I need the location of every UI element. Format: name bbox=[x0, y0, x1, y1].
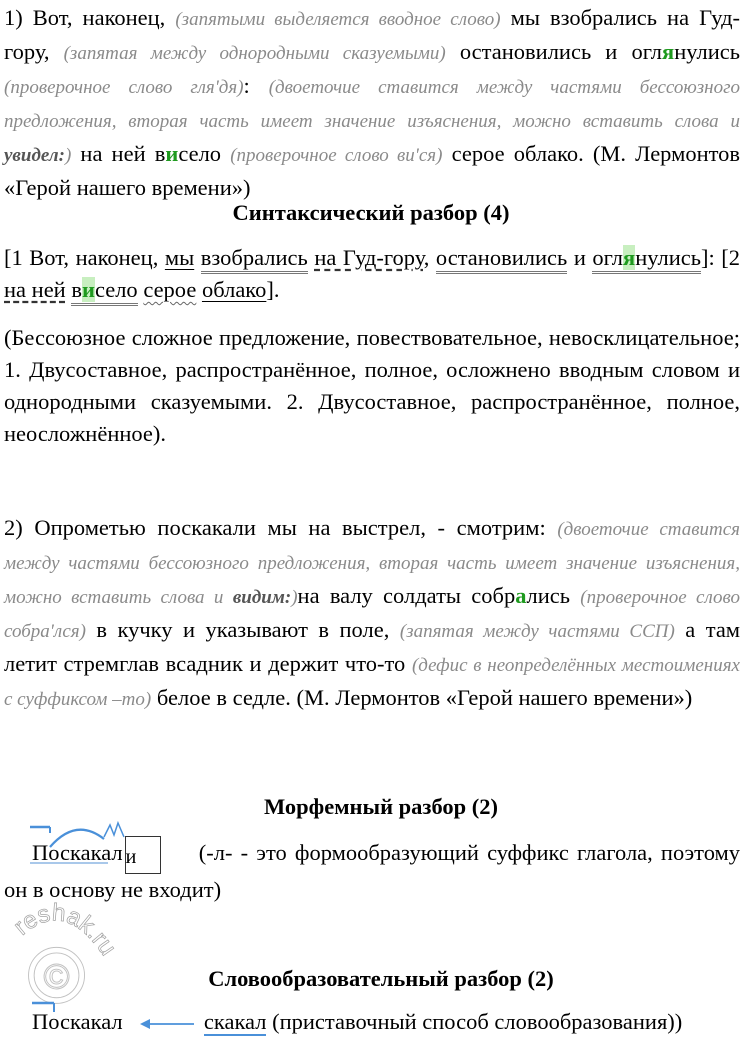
spelling-note: (дефис в неопределённых местоимениях с суффиксом –то) bbox=[4, 655, 740, 710]
prefix-mark-icon bbox=[30, 1000, 60, 1014]
syntax-heading: Синтаксический разбор (4) bbox=[232, 200, 510, 225]
morpheme-comment: (-л- - это формообразующий суффикс глагола, поэтому он в основу не входит) bbox=[4, 840, 741, 902]
punctuation-note: (запятая между однородными сказуемыми) bbox=[63, 43, 446, 64]
word-formation-parse bbox=[4, 1006, 740, 1038]
circumstance-word: на ней bbox=[4, 277, 66, 302]
highlighted-vowel: и bbox=[165, 141, 179, 166]
spelling-note: (проверочное слово гля'дя) bbox=[4, 77, 244, 98]
word-formation-heading: Словообразовательный разбор (2) bbox=[208, 966, 554, 991]
sentence-text: в кучку и указывают в поле, bbox=[96, 617, 390, 642]
subject-word: облако bbox=[201, 277, 267, 302]
sentence-text: село bbox=[178, 141, 222, 166]
sentence-text: а там летит стремглав всадник и держит что-то bbox=[4, 617, 741, 676]
circumstance-word: на Гуд-гору bbox=[314, 245, 424, 270]
sentence-text: серое облако. (М. Лермонтов «Герой нашего времени») bbox=[4, 141, 741, 200]
predicate-word: оглянулись bbox=[592, 245, 701, 274]
task-1-paragraph bbox=[4, 2, 740, 204]
morpheme-word: Поскакал bbox=[32, 837, 123, 869]
spelling-note: (проверочное слово собра'лся) bbox=[4, 587, 741, 642]
sentence-text: на ней в bbox=[80, 141, 166, 166]
spelling-note: (проверочное слово ви'ся) bbox=[230, 145, 443, 166]
highlighted-vowel: я bbox=[662, 39, 675, 64]
highlighted-vowel: а bbox=[515, 583, 527, 608]
bracket: ]: [2 bbox=[701, 245, 741, 270]
punctuation-note: (запятыми выделяется вводное слово) bbox=[175, 9, 501, 30]
syntax-parse: [1 Вот, наконец, мы взобрались на Гуд-гору, остановились и оглянулись]: [2 на ней висело серое облако]. bbox=[4, 242, 740, 306]
punctuation-note: (двоеточие ставится между частями бессоюзного предложения, вторая часть имеет значение изъяснения, можно вставить слова и видим:) bbox=[4, 519, 740, 608]
highlighted-vowel: и bbox=[81, 277, 95, 302]
svg-text:©: © bbox=[43, 956, 70, 997]
syntax-description: (Бессоюзное сложное предложение, повествовательное, невосклицательное; 1. Двусоставное, распространённое, полное, осложнено вводным словом и однородными сказуемыми. 2. Двусоставное, распространённое, полное, неосложнённое). bbox=[4, 325, 740, 446]
word-formation-comment: (приставочный способ словообразования)) bbox=[272, 1009, 683, 1034]
predicate-word: висело bbox=[71, 277, 137, 306]
inserted-word: увидел: bbox=[4, 145, 65, 166]
parse-word: Вот, наконец, bbox=[29, 245, 159, 270]
punctuation-note: (двоеточие ставится между частями бессоюзного предложения, вторая часть имеет значение изъяснения, можно вставить слова и увидел:) bbox=[4, 77, 741, 166]
sentence-text: нулись bbox=[674, 39, 741, 64]
task-number: 1) bbox=[4, 5, 23, 30]
morpheme-heading: Морфемный разбор (2) bbox=[263, 794, 499, 819]
sentence-text: Вот, наконец, bbox=[32, 5, 166, 30]
predicate-word: остановились bbox=[436, 245, 567, 274]
sentence-text: остановились и огл bbox=[459, 39, 663, 64]
morpheme-marks-icon bbox=[28, 819, 138, 867]
base-word: скакал bbox=[203, 1009, 267, 1034]
sentence-text: лись bbox=[526, 583, 570, 608]
derived-word: Поскакал bbox=[32, 1006, 123, 1038]
arrow-left-icon bbox=[140, 1017, 196, 1031]
punctuation-note: (запятая между частями ССП) bbox=[399, 621, 675, 642]
svg-text:reshak.ru: reshak.ru bbox=[8, 899, 122, 961]
task-2-paragraph bbox=[4, 512, 740, 716]
inserted-word: видим: bbox=[232, 587, 292, 608]
sentence-text: белое в седле. (М. Лермонтов «Герой нашего времени») bbox=[156, 685, 693, 710]
ending-box: и bbox=[125, 836, 161, 874]
parse-word: и bbox=[573, 245, 586, 270]
bracket: ]. bbox=[266, 277, 280, 302]
attribute-word: серое bbox=[143, 277, 197, 302]
sentence-text: 2) Опрометью поскакали мы на выстрел, - смотрим: bbox=[4, 515, 546, 540]
predicate-word: взобрались bbox=[201, 245, 308, 274]
sentence-text: мы взобрались на Гуд-гору, bbox=[4, 5, 741, 64]
subject-word: мы bbox=[164, 245, 195, 270]
highlighted-vowel: я bbox=[623, 245, 636, 270]
bracket: [1 bbox=[4, 245, 23, 270]
sentence-text: на валу солдаты собр bbox=[297, 583, 516, 608]
sentence-text: : bbox=[243, 73, 250, 98]
